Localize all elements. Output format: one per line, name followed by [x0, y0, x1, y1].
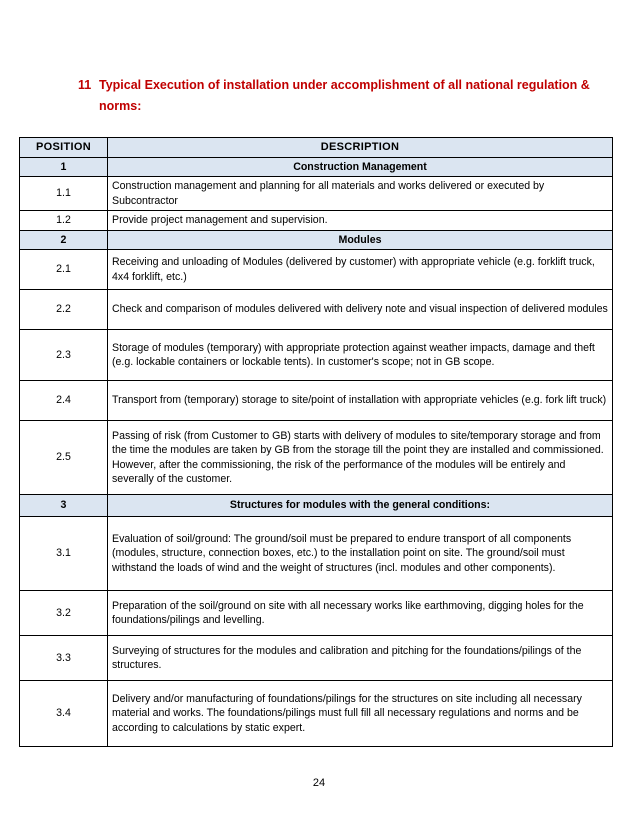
description-cell: Delivery and/or manufacturing of foundations/pilings for the structures on site including all necessary material and works. The foundations/pilings must full fill all necessary regulations and norms and be according to calculations by static expert. — [108, 681, 613, 747]
position-cell: 3.1 — [20, 517, 108, 591]
table-row — [20, 591, 613, 636]
table-row — [20, 177, 613, 211]
position-cell: 2.5 — [20, 421, 108, 495]
description-column-header: DESCRIPTION — [108, 138, 613, 158]
table-row — [20, 211, 613, 231]
section-title-cell: Modules — [108, 230, 613, 250]
section-title-cell: Structures for modules with the general conditions: — [108, 495, 613, 517]
table-row — [20, 330, 613, 381]
section-row — [20, 157, 613, 177]
description-cell: Preparation of the soil/ground on site with all necessary works like earthmoving, digging holes for the foundations/pilings and levelling. — [108, 591, 613, 636]
position-column-header: POSITION — [20, 138, 108, 158]
position-cell: 2.4 — [20, 381, 108, 421]
table-row — [20, 381, 613, 421]
table-header-row — [20, 138, 613, 158]
position-cell: 3.4 — [20, 681, 108, 747]
section-number-cell: 3 — [20, 495, 108, 517]
section-title: Typical Execution of installation under accomplishment of all national regulation & norms: — [99, 78, 590, 113]
table-row — [20, 636, 613, 681]
description-cell: Storage of modules (temporary) with appropriate protection against weather impacts, damage and theft (e.g. lockable containers or lockable tents). In customer's scope; not in GB scope. — [108, 330, 613, 381]
position-cell: 1.1 — [20, 177, 108, 211]
position-cell: 2.3 — [20, 330, 108, 381]
section-number-cell: 2 — [20, 230, 108, 250]
description-cell: Transport from (temporary) storage to site/point of installation with appropriate vehicles (e.g. fork lift truck) — [108, 381, 613, 421]
description-cell: Provide project management and supervision. — [108, 211, 613, 231]
description-cell: Passing of risk (from Customer to GB) starts with delivery of modules to site/temporary storage and from the time the modules are taken by GB from the storage till the point they are installed and commissioned. However, after the commissioning, the risk of the performance of the modules will be entirely and severally of the customer. — [108, 421, 613, 495]
position-cell: 1.2 — [20, 211, 108, 231]
description-cell: Surveying of structures for the modules and calibration and pitching for the foundations/pilings of the structures. — [108, 636, 613, 681]
table-row — [20, 421, 613, 495]
position-cell: 2.2 — [20, 290, 108, 330]
table-row — [20, 517, 613, 591]
position-cell: 3.3 — [20, 636, 108, 681]
section-row — [20, 230, 613, 250]
table-row — [20, 681, 613, 747]
section-number: 11 — [78, 78, 92, 92]
section-heading — [78, 75, 598, 117]
page-number: 24 — [312, 777, 326, 789]
description-cell: Evaluation of soil/ground: The ground/soil must be prepared to endure transport of all components (modules, structure, connection boxes, etc.) to the installation point on site. The ground/soil must withstand the loads of wind and the weight of structures (incl. modules and other components). — [108, 517, 613, 591]
description-cell: Receiving and unloading of Modules (delivered by customer) with appropriate vehicle (e.g. forklift truck, 4x4 forklift, etc.) — [108, 250, 613, 290]
section-row — [20, 495, 613, 517]
position-cell: 2.1 — [20, 250, 108, 290]
table-row — [20, 290, 613, 330]
section-title-cell: Construction Management — [108, 157, 613, 177]
execution-table — [19, 137, 613, 747]
position-cell: 3.2 — [20, 591, 108, 636]
description-cell: Check and comparison of modules delivered with delivery note and visual inspection of delivered modules — [108, 290, 613, 330]
description-cell: Construction management and planning for all materials and works delivered or executed by Subcontractor — [108, 177, 613, 211]
section-number-cell: 1 — [20, 157, 108, 177]
table-row — [20, 250, 613, 290]
